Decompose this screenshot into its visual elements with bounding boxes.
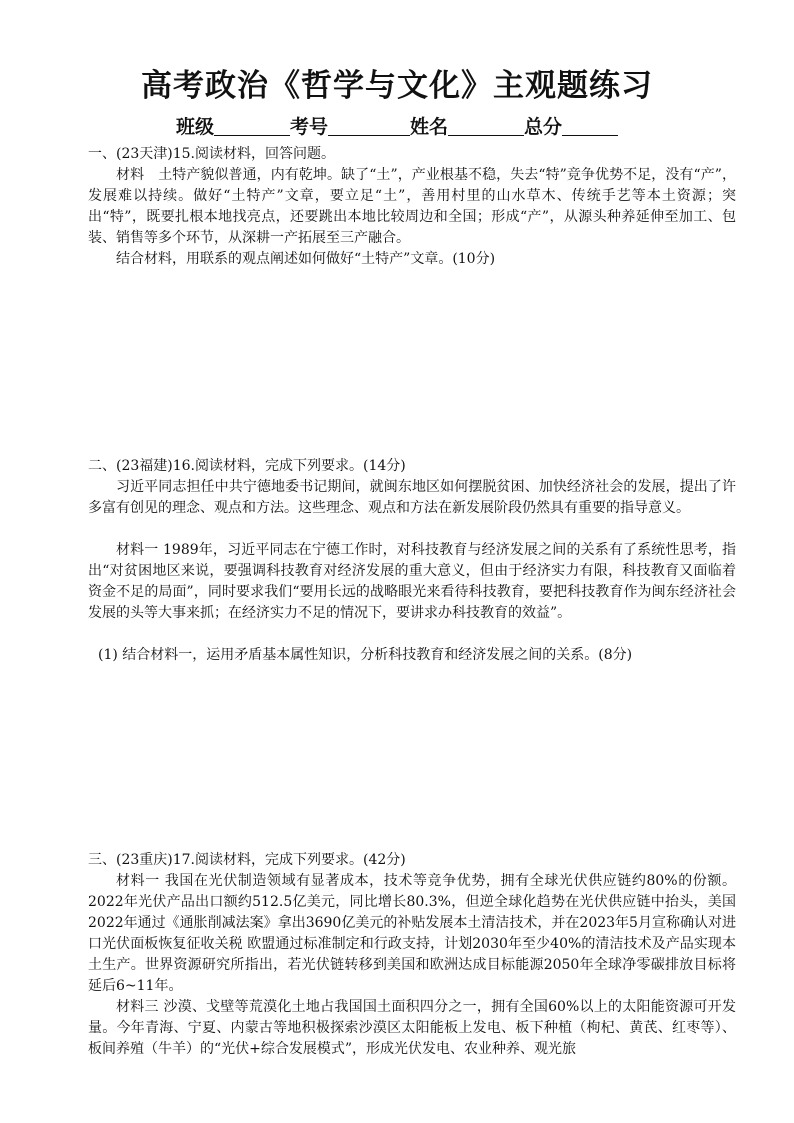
q2-material-one: 材料一 1989年，习近平同志在宁德工作时，对科技教育与经济发展之间的关系有了系统性思考，指出“对贫困地区来说，要强调科技教育对经济发展的重大意义，但由于经济实力有限，科技教育又面临着资金不足的局面”，同时要求我们“要用长远的战略眼光来看待科技教育，要把科技教育作为闽东经济社会发展的头等大事来抓；在经济实力不足的情况下，要讲求办科技教育的效益”。 [88, 542, 736, 621]
q2-heading: 二、(23福建)16.阅读材料，完成下列要求。(14分) [88, 458, 406, 474]
name-label: 姓名 [410, 116, 449, 138]
page-title: 高考政治《哲学与文化》主观题练习 [141, 68, 653, 104]
score-label: 总分 [524, 116, 563, 138]
exam-no-blank[interactable] [328, 117, 410, 136]
q2-intro: 习近平同志担任中共宁德地委书记期间，就闽东地区如何摆脱贫困、加快经济社会的发展，提出了许多富有创见的理念、观点和方法。这些理念、观点和方法在新发展阶段仍然具有重要的指导意义。 [88, 479, 736, 516]
score-blank[interactable] [562, 117, 618, 136]
q2-subquestion-1: (1) 结合材料一，运用矛盾基本属性知识，分析科技教育和经济发展之间的关系。(8分) [98, 647, 633, 663]
class-label: 班级 [175, 116, 214, 138]
student-info-line [0, 112, 794, 139]
q1-task: 结合材料，用联系的观点阐述如何做好“土特产”文章。(10分) [116, 251, 496, 267]
q3-heading: 三、(23重庆)17.阅读材料，完成下列要求。(42分) [88, 852, 406, 868]
name-blank[interactable] [448, 117, 524, 136]
exam-no-label: 考号 [289, 116, 328, 138]
class-blank[interactable] [214, 117, 290, 136]
q3-material-three: 材料三 沙漠、戈壁等荒漠化土地占我国国土面积四分之一，拥有全国60%以上的太阳能资源可开发量。今年青海、宁夏、内蒙古等地积极探索沙漠区太阳能板上发电、板下种植（枸杞、黄芪、红枣等）、板间养殖（牛羊）的“光伏+综合发展模式”，形成光伏发电、农业种养、观光旅 [88, 999, 736, 1057]
q1-material: 材料 土特产貌似普通，内有乾坤。缺了“土”，产业根基不稳，失去“特”竞争优势不足，没有“产”，发展难以持续。做好“土特产”文章，要立足“土”，善用村里的山水草木、传统手艺等本土资源；突出“特”，既要扎根本地找亮点，还要跳出本地比较周边和全国；形成“产”，从源头种养延伸至加工、包装、销售等多个环节，从深耕一产拓展至三产融合。 [88, 167, 736, 246]
q3-material-one: 材料一 我国在光伏制造领域有显著成本，技术等竞争优势，拥有全球光伏供应链约80%的份额。2022年光伏产品出口额约512.5亿美元，同比增长80.3%，但逆全球化趋势在光伏供应链中抬头，美国2022年通过《通胀削减法案》拿出3690亿美元的补贴发展本土清洁技术，并在2023年5月宣称确认对进口光伏面板恢复征收关税 欧盟通过标准制定和行政支持，计划2030年至少40%的清洁技术及产品实现本土生产。世界资源研究所指出，若光伏链转移到美国和欧洲达成目标能源2050年全球净零碳排放目标将延后6~11年。 [88, 873, 736, 994]
q1-heading: 一、(23天津)15.阅读材料，回答问题。 [88, 146, 336, 162]
